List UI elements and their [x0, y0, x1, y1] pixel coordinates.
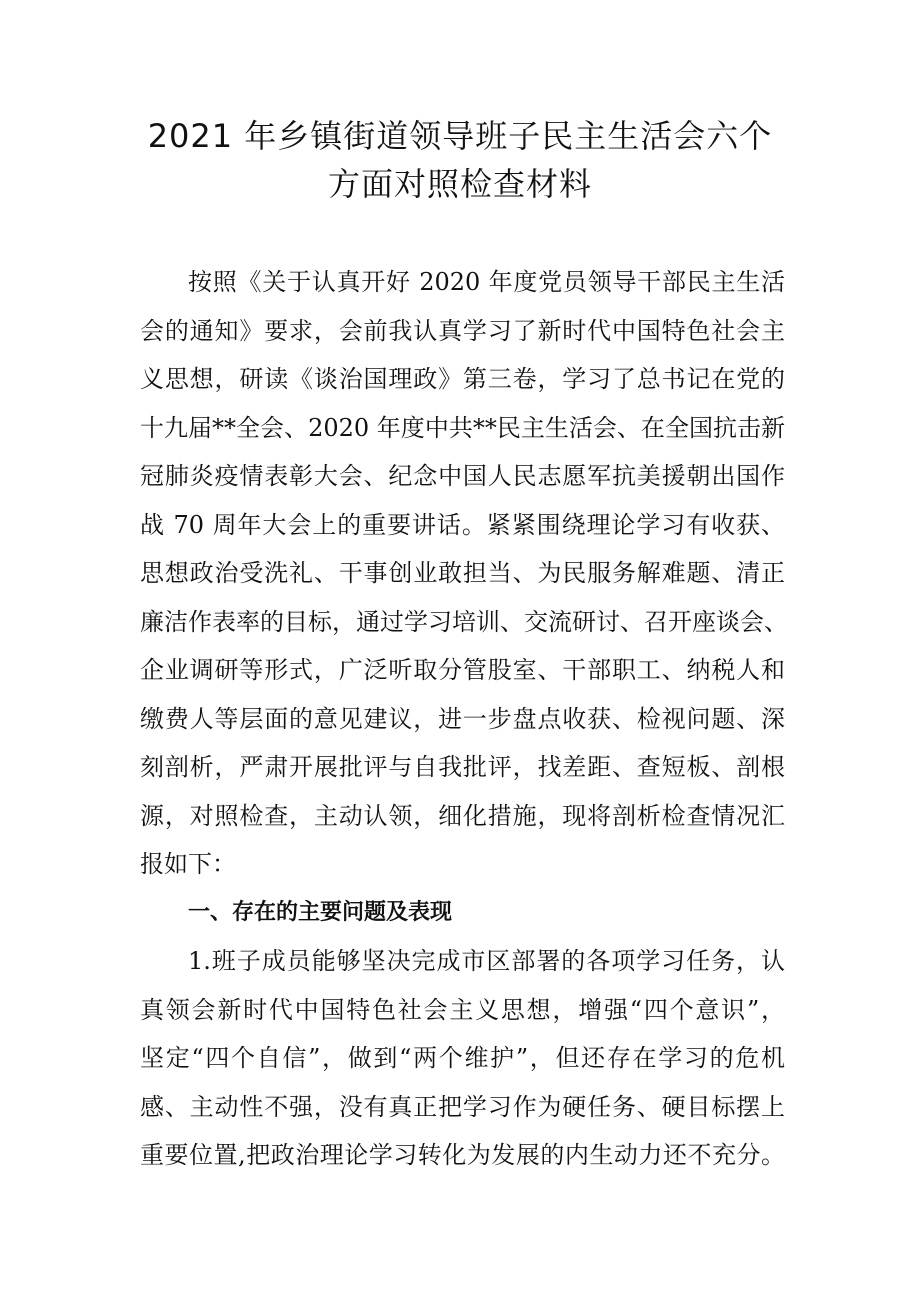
intro-line: 思想政治受洗礼、干事创业敢担当、为民服务解难题、清正 — [140, 559, 785, 587]
intro-line: 十九届**全会、2020 年度中共**民主生活会、在全国抗击新 — [140, 413, 785, 442]
title-line-1: 2021 年乡镇街道领导班子民主生活会六个 — [147, 117, 773, 155]
title-line-2: 方面对照检查材料 — [327, 165, 592, 203]
intro-line: 冠肺炎疫情表彰大会、纪念中国人民志愿军抗美援朝出国作 — [140, 462, 785, 490]
intro-line: 缴费人等层面的意见建议，进一步盘点收获、检视问题、深 — [140, 704, 785, 733]
intro-line: 战 70 周年大会上的重要讲话。紧紧围绕理论学习有收获、 — [140, 510, 785, 539]
item1-line: 坚定“四个自信”，做到“两个维护”，但还存在学习的危机 — [140, 1044, 785, 1072]
intro-line: 会的通知》要求，会前我认真学习了新时代中国特色社会主 — [140, 316, 785, 345]
intro-line: 廉洁作表率的目标，通过学习培训、交流研讨、召开座谈会、 — [140, 607, 788, 636]
item1-line: 重要位置,把政治理论学习转化为发展的内生动力还不充分。 — [140, 1141, 785, 1169]
item1-line: 感、主动性不强，没有真正把学习作为硬任务、硬目标摆上 — [140, 1092, 785, 1121]
item1-line: 真领会新时代中国特色社会主义思想，增强“四个意识”， — [140, 995, 785, 1024]
intro-line: 企业调研等形式，广泛听取分管股室、干部职工、纳税人和 — [140, 656, 785, 684]
intro-line: 按照《关于认真开好 2020 年度党员领导干部民主生活 — [188, 268, 785, 296]
intro-line: 源，对照检查，主动认领，细化措施，现将剖析检查情况汇 — [140, 801, 785, 830]
intro-line: 义思想，研读《谈治国理政》第三卷，学习了总书记在党的 — [140, 365, 785, 393]
intro-line: 刻剖析，严肃开展批评与自我批评，找差距、查短板、剖根 — [140, 753, 785, 781]
document-title — [100, 112, 820, 208]
item1-line: 1.班子成员能够坚决完成市区部署的各项学习任务，认 — [188, 947, 785, 975]
intro-line: 报如下： — [140, 850, 236, 878]
section-heading: 一、存在的主要问题及表现 — [188, 899, 453, 925]
document-body — [140, 258, 788, 1180]
